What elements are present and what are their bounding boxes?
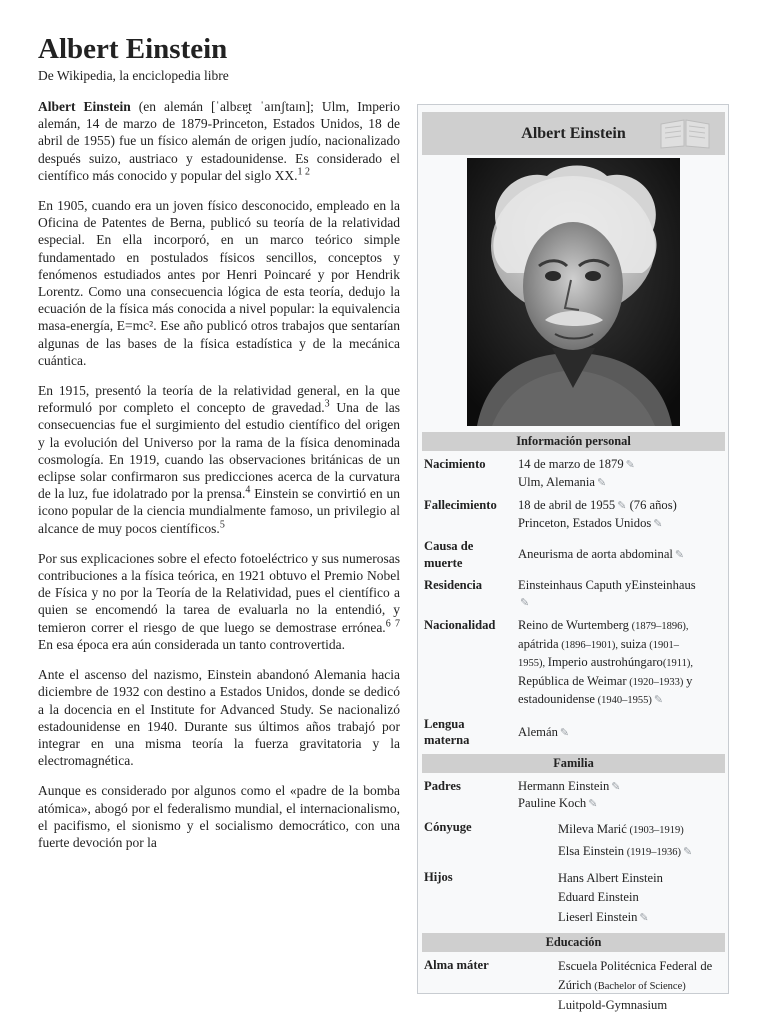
paragraph-politics: Aunque es considerado por algunos como el «padre de la bomba atómica», abogó por el federalismo mundial, el internacionalismo, el pacifismo, el sionismo y el socialismo democrático, con una fuerte devoción por la [38, 783, 400, 850]
label-residence: Residencia [424, 578, 483, 592]
nationality-link[interactable]: suiza [620, 636, 647, 651]
date-range: (1879–1896), [628, 621, 689, 632]
school-link[interactable]: Luitpold-Gymnasium [558, 998, 668, 1012]
value-native-language [518, 716, 725, 749]
death-place[interactable]: Princeton, Estados Unidos [518, 515, 652, 530]
value-spouse [518, 819, 725, 863]
label-parents: Padres [424, 778, 461, 793]
reference-link[interactable]: 3 [324, 398, 330, 410]
paragraph-intro [38, 98, 400, 184]
page-subtitle: De Wikipedia, la enciclopedia libre [38, 68, 229, 83]
infobox [417, 104, 729, 1012]
portrait-photo[interactable] [467, 158, 680, 426]
conjunction: y [686, 673, 693, 688]
date-range: (1903–1919) [626, 824, 684, 836]
row-alma-mater [422, 954, 725, 1018]
school-link[interactable]: Escuela Politécnica Federal de [558, 959, 713, 973]
row-cause-of-death [422, 535, 725, 574]
text-segment: Por sus explicaciones sobre el efecto fotoeléctrico y sus numerosas contribuciones a la física teórica, en 1921 obtuvo el Premio Nobel de Física y no por la Teoría de la Relatividad, pues el científico a quien se encomendó la tarea de evaluarla no la entendió, y temieron correr el riesgo de que luego se demostrase errónea. [38, 550, 400, 635]
reference-link[interactable]: 5 [219, 519, 225, 531]
child-link[interactable]: Hans Albert Einstein [558, 870, 663, 885]
date-range: (1896–1901), [558, 639, 621, 651]
value-cause-of-death [518, 538, 725, 571]
row-death [422, 494, 725, 535]
spouse-link[interactable]: Mileva Marić [558, 821, 627, 836]
value-alma-mater [518, 957, 725, 1015]
school-link[interactable]: Zúrich [558, 978, 592, 992]
pencil-icon[interactable]: ✎ [653, 694, 664, 706]
reference-link[interactable]: 1 2 [297, 166, 310, 178]
row-parents [422, 775, 725, 816]
pencil-icon[interactable]: ✎ [588, 798, 598, 810]
value-nationality [518, 617, 725, 710]
intro-text: (en alemán [ˈalbɛɐ̯t ˈaɪnʃtaɪn]; Ulm, Imperio alemán, 14 de marzo de 1879-Princeton, Estados Unidos, 18 de abril de 1955) fue un físico alemán de origen judío, nacionalizado después suizo, austriaco y estadounidense. Es considerado el científico más conocido y popular del siglo XX. [38, 99, 400, 183]
paragraph-nobel [38, 550, 400, 653]
paragraph-relativity-general [38, 382, 400, 537]
portrait-container [422, 155, 725, 430]
nationality-link[interactable]: estadounidense [518, 692, 595, 706]
birth-date[interactable]: 14 de marzo de 1879 [518, 457, 624, 471]
pencil-icon[interactable]: ✎ [520, 596, 530, 609]
text-segment: En esa época era aún considerada un tanto controvertida. [38, 636, 345, 652]
pencil-icon[interactable]: ✎ [682, 845, 693, 858]
language-link[interactable]: Alemán [518, 724, 558, 739]
label-cause-of-death [424, 538, 518, 571]
reference-link[interactable]: 6 7 [385, 618, 401, 630]
text-segment: Una de las consecuencias fue el surgimiento del estudio científico del origen y la evolución del Universo por la rama de la física denominada cosmología. En 1919, cuando las observaciones británicas de un eclipse solar confirmaron sus predicciones acerca de la curvatura de la luz, fue idolatrado por la prensa. [38, 400, 400, 502]
label-native-language [424, 716, 518, 749]
label-line: Causa de [424, 539, 474, 553]
text-segment: Einstein se convirtió en un icono popular de la ciencia mundialmente famoso, un privilegio al alcance de muy pocos científicos. [38, 486, 400, 536]
infobox-title [422, 112, 725, 155]
page-title: Albert Einstein [38, 33, 228, 65]
row-children [422, 866, 725, 932]
row-residence [422, 574, 725, 614]
label-death: Fallecimiento [424, 498, 497, 512]
pencil-icon[interactable]: ✎ [674, 549, 685, 561]
date-range: (1919–1936) [624, 846, 681, 858]
label-alma-mater: Alma máter [424, 958, 489, 972]
child-link[interactable]: Lieserl Einstein [558, 909, 638, 924]
parent-link[interactable]: Hermann Einstein [518, 778, 610, 793]
value-death [518, 497, 725, 532]
value-residence [518, 577, 725, 611]
value-birth [518, 456, 725, 491]
date-range: (1940–1955) [594, 695, 652, 706]
spouse-link[interactable]: Elsa Einstein [558, 843, 625, 858]
label-children: Hijos [424, 869, 453, 884]
row-native-language [422, 713, 725, 752]
subject-name: Albert Einstein [38, 99, 131, 114]
article-body [38, 98, 400, 864]
date-range: (1901– [646, 639, 679, 651]
value-parents [518, 778, 725, 813]
value-children [518, 869, 725, 929]
nationality-link[interactable]: Imperio austrohúngaro [547, 655, 663, 669]
nationality-link[interactable]: apátrida [518, 636, 559, 651]
birth-place[interactable]: Ulm, Alemania [518, 474, 595, 489]
pencil-icon[interactable]: ✎ [625, 459, 635, 471]
section-personal-info: Información personal [422, 432, 725, 451]
child-link[interactable]: Eduard Einstein [558, 890, 639, 904]
death-age: (76 años) [626, 498, 677, 512]
cause-of-death-link[interactable]: Aneurisma de aorta abdominal [518, 547, 673, 561]
pencil-icon[interactable]: ✎ [611, 780, 621, 793]
pencil-icon[interactable]: ✎ [653, 517, 663, 530]
row-spouse [422, 816, 725, 866]
date-range: 1955), [518, 658, 548, 669]
label-line: muerte [424, 555, 463, 570]
pencil-icon[interactable]: ✎ [559, 726, 570, 739]
degree-note: (Bachelor of Science) [591, 981, 686, 992]
section-family: Familia [422, 754, 725, 773]
nationality-link[interactable]: República de Weimar [518, 673, 627, 688]
row-birth [422, 453, 725, 494]
reference-link[interactable]: 4 [245, 484, 251, 496]
pencil-icon[interactable]: ✎ [639, 911, 649, 924]
label-line: Lengua [424, 716, 465, 731]
label-line: materna [424, 733, 470, 747]
death-date[interactable]: 18 de abril de 1955 [518, 498, 616, 512]
text-segment: En 1915, presentó la teoría de la relatividad general, en la que reformuló por completo el concepto de gravedad. [38, 383, 400, 416]
residence-link[interactable]: Einsteinhaus Caputh yEinsteinhaus [518, 578, 696, 592]
section-education: Educación [422, 933, 725, 952]
nationality-link[interactable]: Reino de Wurtemberg [518, 618, 629, 632]
date-range: (1920–1933) [626, 676, 687, 688]
parent-link[interactable]: Pauline Koch [518, 796, 587, 810]
label-birth: Nacimiento [424, 457, 486, 471]
book-icon [657, 118, 713, 150]
infobox-title-text: Albert Einstein [521, 125, 626, 142]
paragraph-relativity-special: En 1905, cuando era un joven físico desconocido, empleado en la Oficina de Patentes de Berna, publicó su teoría de la relatividad especial. En ella incorporó, en un marco teórico simple fundamentado en postulados físicos sencillos, conceptos y fenómenos estudiados antes por Henri Poincaré y por Hendrik Lorentz. Como una consecuencia lógica de esta teoría, dedujo la ecuación de la física más conocida a nivel popular: la equivalencia masa-energía, E=mc². Ese año publicó otros trabajos que sentarían algunas de las bases de la física estadística y de la mecánica cuántica. [38, 198, 400, 368]
pencil-icon[interactable]: ✎ [596, 476, 607, 489]
label-spouse: Cónyuge [424, 819, 472, 834]
label-nationality: Nacionalidad [424, 618, 496, 632]
pencil-icon[interactable]: ✎ [617, 500, 627, 512]
date-range: (1911), [662, 658, 694, 669]
paragraph-emigration: Ante el ascenso del nazismo, Einstein abandonó Alemania hacia diciembre de 1932 con destino a Estados Unidos, donde se dedicó a la docencia en el Institute for Advanced Study. Se nacionalizó estadounidense en 1940. Durante sus últimos años trabajó por integrar en una misma teoría la fuerza gravitatoria y la electromagnética. [38, 667, 400, 769]
row-nationality [422, 614, 725, 713]
